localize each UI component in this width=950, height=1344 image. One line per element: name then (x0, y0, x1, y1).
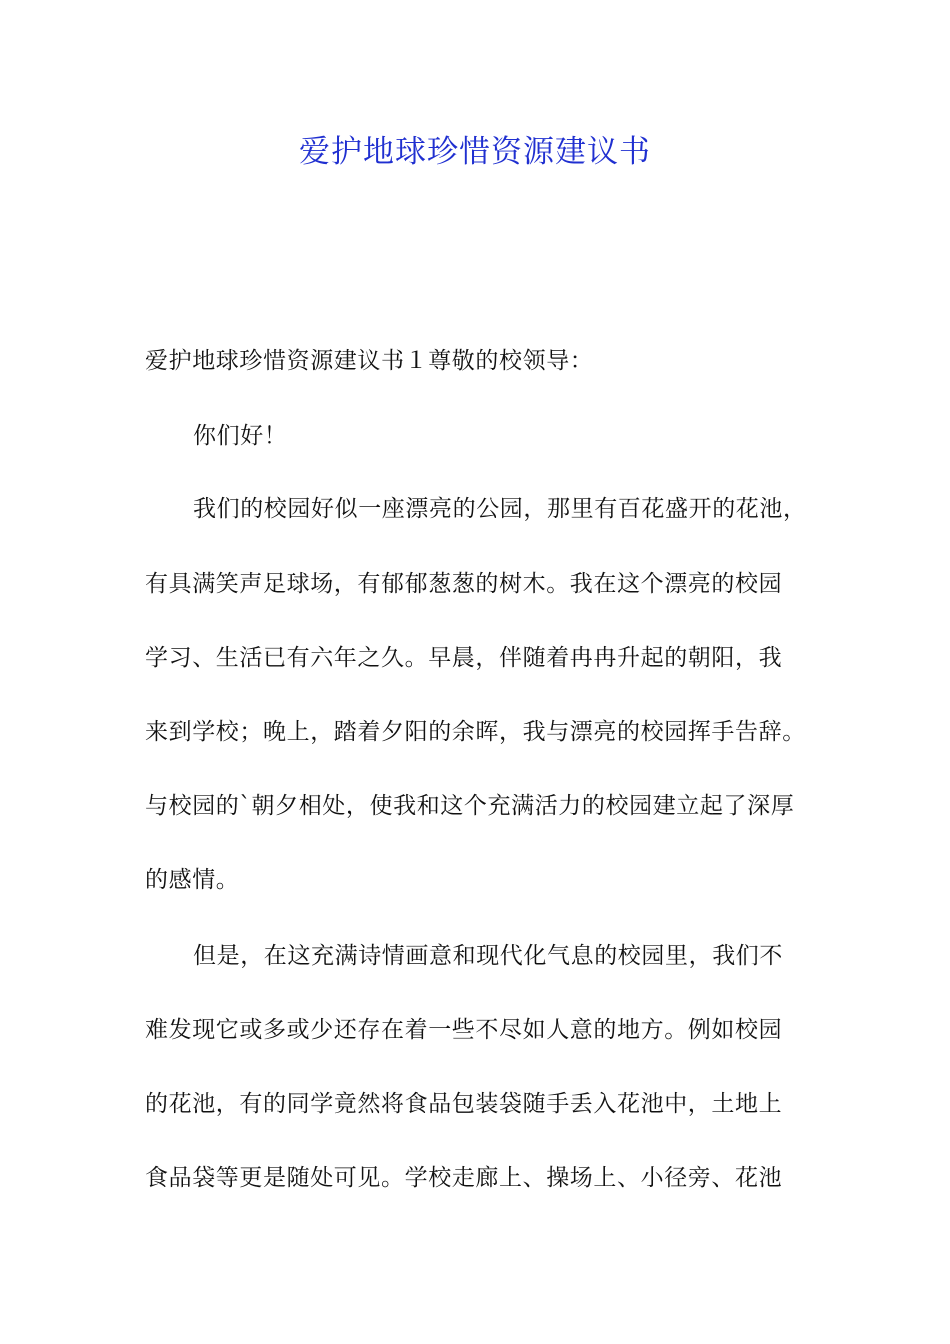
text-line-greeting: 你们好！ (193, 423, 288, 449)
text-line: 难发现它或多或少还存在着一些不尽如人意的地方。例如校园 (145, 1017, 783, 1043)
text-line: 与校园的`朝夕相处，使我和这个充满活力的校园建立起了深厚 (145, 793, 795, 819)
text-line: 我们的校园好似一座漂亮的公园，那里有百花盛开的花池， (193, 496, 807, 522)
document-title: 爱护地球珍惜资源建议书 (299, 134, 651, 170)
text-line: 食品袋等更是随处可见。学校走廊上、操场上、小径旁、花池 (145, 1165, 783, 1191)
text-line: 来到学校；晚上，踏着夕阳的余晖，我与漂亮的校园挥手告辞。 (145, 719, 806, 745)
text-line-salutation: 爱护地球珍惜资源建议书１尊敬的校领导： (145, 348, 594, 374)
text-line: 的感情。 (145, 867, 240, 893)
text-line: 但是，在这充满诗情画意和现代化气息的校园里，我们不 (193, 943, 783, 969)
text-line: 有具满笑声足球场，有郁郁葱葱的树木。我在这个漂亮的校园 (145, 571, 783, 597)
text-line: 的花池，有的同学竟然将食品包装袋随手丢入花池中，土地上 (145, 1091, 783, 1117)
text-line: 学习、生活已有六年之久。早晨，伴随着冉冉升起的朝阳，我 (145, 645, 783, 671)
